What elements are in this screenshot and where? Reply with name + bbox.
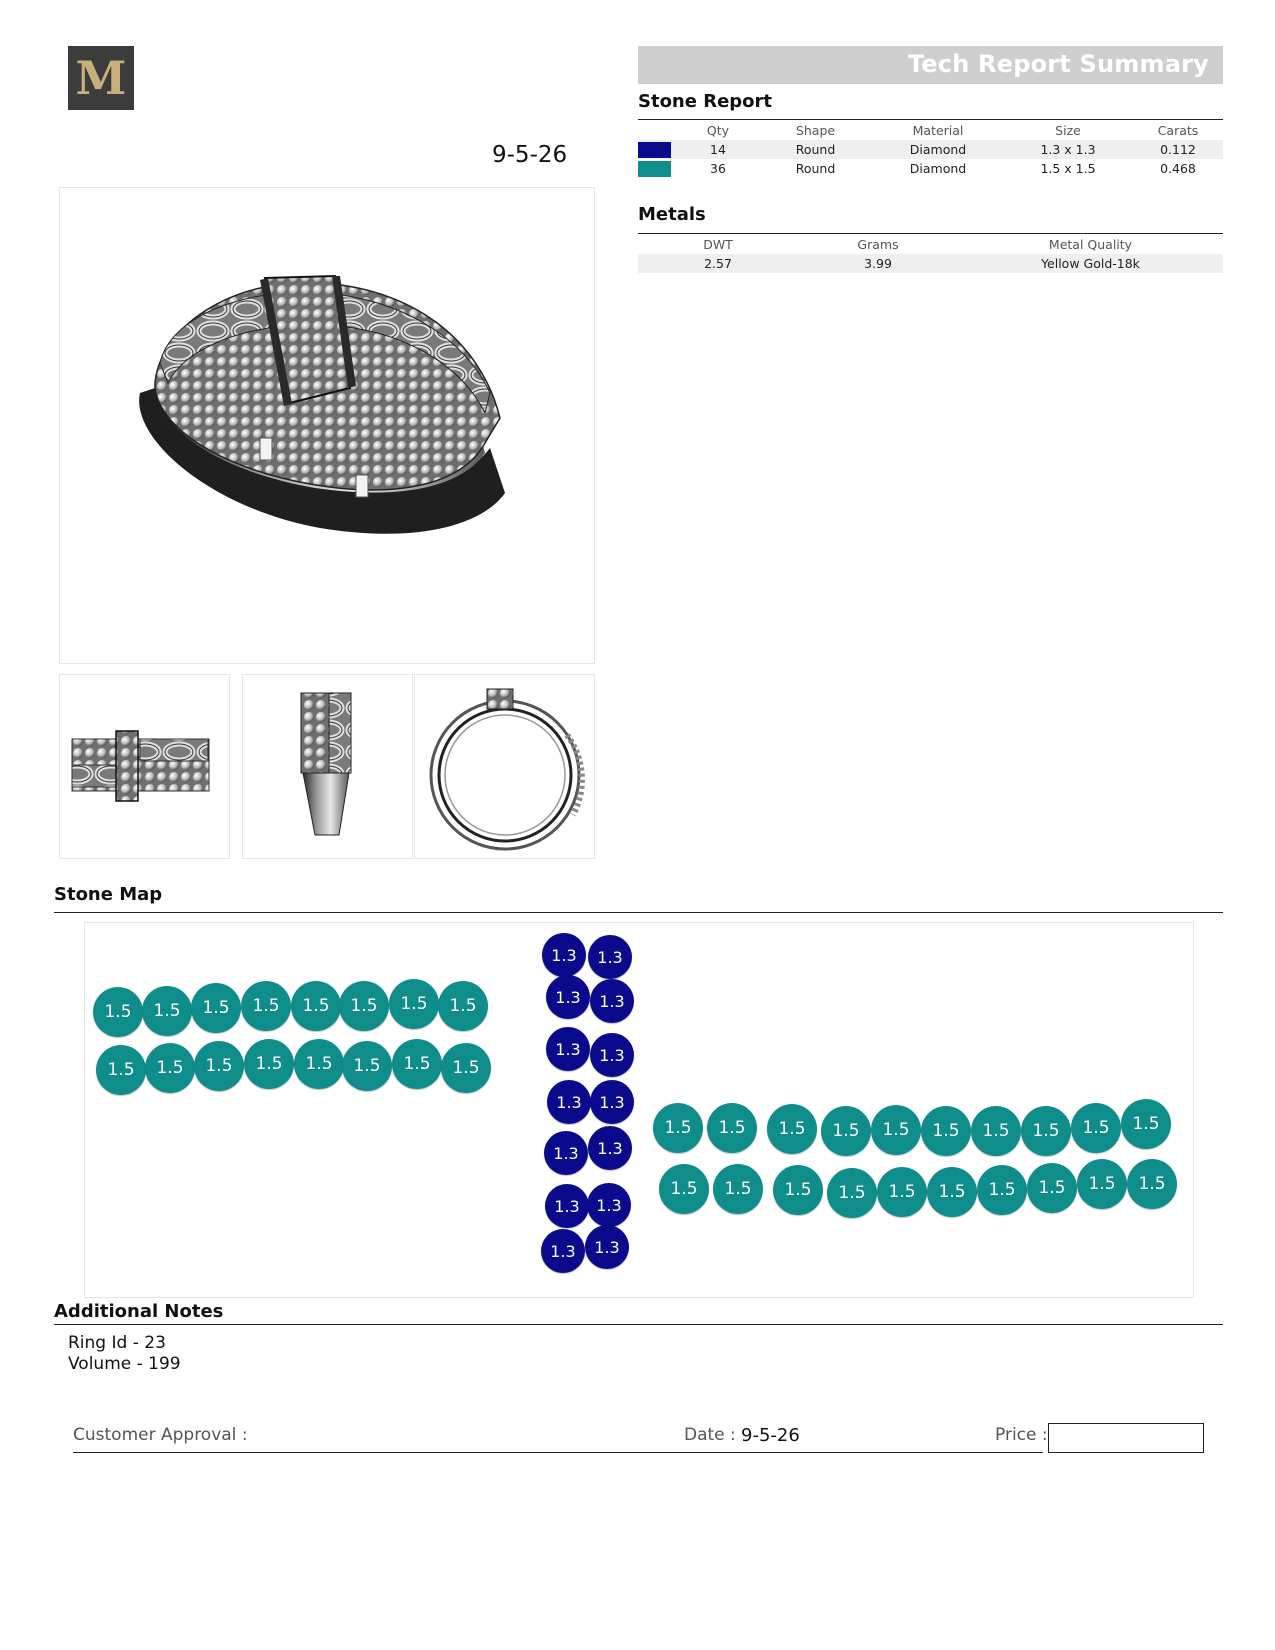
metals-rule <box>638 233 1223 234</box>
cell-material: Diamond <box>873 140 1003 159</box>
col-qty: Qty <box>706 123 730 138</box>
approval-date-value: 9-5-26 <box>741 1425 800 1446</box>
stone-marker-1-5: 1.5 <box>1077 1159 1127 1209</box>
stone-marker-1-5: 1.5 <box>1121 1099 1171 1149</box>
stone-marker-1-5: 1.5 <box>392 1039 442 1089</box>
stone-map-rule <box>54 912 1223 913</box>
stone-marker-1-5: 1.5 <box>773 1165 823 1215</box>
stone-marker-1-3: 1.3 <box>585 1225 629 1269</box>
stone-marker-1-3: 1.3 <box>546 1027 590 1071</box>
col-grams: Grams <box>857 237 899 252</box>
stone-marker-1-3: 1.3 <box>590 1080 634 1124</box>
stone-marker-1-3: 1.3 <box>545 1184 589 1228</box>
stone-marker-1-5: 1.5 <box>339 981 389 1031</box>
stone-marker-1-5: 1.5 <box>877 1167 927 1217</box>
stone-marker-1-5: 1.5 <box>971 1106 1021 1156</box>
stone-map-title: Stone Map <box>54 884 163 905</box>
col-shape: Shape <box>795 123 836 138</box>
stone-marker-1-5: 1.5 <box>93 987 143 1037</box>
price-label: Price : <box>995 1425 1048 1445</box>
logo-letter: M <box>75 51 127 105</box>
note-line: Ring Id - 23 <box>68 1333 166 1353</box>
ring-front-view-thumbnail <box>414 674 595 859</box>
stone-marker-1-5: 1.5 <box>821 1106 871 1156</box>
ring-top-view-thumbnail <box>59 674 230 859</box>
stone-report-table <box>638 121 1223 178</box>
table-row <box>638 254 1223 273</box>
stone-marker-1-5: 1.5 <box>1027 1163 1077 1213</box>
stone-marker-1-5: 1.5 <box>389 979 439 1029</box>
stone-marker-1-5: 1.5 <box>927 1167 977 1217</box>
col-size: Size <box>1055 123 1081 138</box>
stone-marker-1-5: 1.5 <box>438 981 488 1031</box>
stone-marker-1-5: 1.5 <box>871 1105 921 1155</box>
stone-marker-1-3: 1.3 <box>588 1126 632 1170</box>
stone-marker-1-3: 1.3 <box>544 1131 588 1175</box>
stone-marker-1-5: 1.5 <box>142 986 192 1036</box>
stone-marker-1-5: 1.5 <box>707 1103 757 1153</box>
stone-marker-1-5: 1.5 <box>767 1104 817 1154</box>
header-date: 9-5-26 <box>492 142 568 168</box>
stone-marker-1-3: 1.3 <box>588 935 632 979</box>
stone-marker-1-5: 1.5 <box>1021 1106 1071 1156</box>
metals-title: Metals <box>638 204 706 225</box>
stone-marker-1-5: 1.5 <box>921 1106 971 1156</box>
stone-marker-1-5: 1.5 <box>194 1041 244 1091</box>
stone-report-rule <box>638 119 1223 120</box>
cell-carats: 0.468 <box>1160 161 1196 176</box>
ring-side-view-thumbnail <box>242 674 413 859</box>
stone-marker-1-5: 1.5 <box>145 1043 195 1093</box>
ring-main-render <box>59 187 595 664</box>
stone-marker-1-5: 1.5 <box>241 981 291 1031</box>
customer-approval-label: Customer Approval : <box>73 1425 248 1445</box>
notes-rule <box>54 1324 1223 1325</box>
date-label: Date : <box>684 1425 736 1445</box>
ring-side-view-icon <box>243 675 412 858</box>
col-material: Material <box>912 123 964 138</box>
stone-marker-1-5: 1.5 <box>244 1039 294 1089</box>
ring-perspective-render-icon <box>60 188 594 663</box>
table-row <box>638 159 1223 178</box>
stone-marker-1-5: 1.5 <box>1071 1103 1121 1153</box>
stone-marker-1-5: 1.5 <box>191 983 241 1033</box>
cell-qty: 14 <box>678 140 758 159</box>
color-swatch <box>638 161 671 177</box>
cell-dwt: 2.57 <box>638 254 798 273</box>
stone-marker-1-3: 1.3 <box>587 1183 631 1227</box>
cell-shape: Round <box>758 140 873 159</box>
notes-title: Additional Notes <box>54 1301 224 1322</box>
stone-marker-1-3: 1.3 <box>546 975 590 1019</box>
stone-marker-1-5: 1.5 <box>294 1039 344 1089</box>
col-metal-quality: Metal Quality <box>1048 237 1133 252</box>
stone-map-panel <box>84 922 1194 1298</box>
cell-qty: 36 <box>710 161 726 176</box>
stone-marker-1-3: 1.3 <box>547 1080 591 1124</box>
metals-table <box>638 235 1223 273</box>
stone-marker-1-5: 1.5 <box>977 1165 1027 1215</box>
col-carats: Carats <box>1157 123 1199 138</box>
stone-marker-1-5: 1.5 <box>291 981 341 1031</box>
signature-line[interactable] <box>73 1452 1043 1453</box>
cell-metal-quality: Yellow Gold-18k <box>958 254 1223 273</box>
price-field[interactable] <box>1048 1423 1204 1453</box>
stone-marker-1-5: 1.5 <box>342 1041 392 1091</box>
cell-size: 1.3 x 1.3 <box>1003 140 1133 159</box>
cell-carats: 0.112 <box>1133 140 1223 159</box>
report-header-bar <box>638 46 1223 84</box>
color-swatch <box>638 142 671 158</box>
metals-header-row <box>638 235 1223 254</box>
stone-marker-1-3: 1.3 <box>590 1033 634 1077</box>
stone-marker-1-3: 1.3 <box>590 979 634 1023</box>
note-line: Volume - 199 <box>68 1354 181 1374</box>
stone-marker-1-5: 1.5 <box>653 1103 703 1153</box>
stone-marker-1-5: 1.5 <box>827 1168 877 1218</box>
cell-grams: 3.99 <box>798 254 958 273</box>
cell-size: 1.5 x 1.5 <box>1040 161 1096 176</box>
stone-report-title: Stone Report <box>638 91 773 112</box>
stone-marker-1-5: 1.5 <box>441 1043 491 1093</box>
company-logo <box>68 46 134 110</box>
cell-material: Diamond <box>909 161 967 176</box>
stone-marker-1-5: 1.5 <box>96 1045 146 1095</box>
stone-marker-1-5: 1.5 <box>713 1164 763 1214</box>
table-row <box>638 140 1223 159</box>
stone-marker-1-3: 1.3 <box>542 933 586 977</box>
col-dwt: DWT <box>703 237 733 252</box>
stone-marker-1-3: 1.3 <box>541 1229 585 1273</box>
stone-marker-1-5: 1.5 <box>1127 1159 1177 1209</box>
ring-front-view-icon <box>415 675 594 858</box>
report-title: Tech Report Summary <box>907 50 1209 78</box>
stone-marker-1-5: 1.5 <box>659 1164 709 1214</box>
stone-report-header-row <box>638 121 1223 140</box>
ring-top-view-icon <box>60 675 229 858</box>
cell-shape: Round <box>795 161 836 176</box>
